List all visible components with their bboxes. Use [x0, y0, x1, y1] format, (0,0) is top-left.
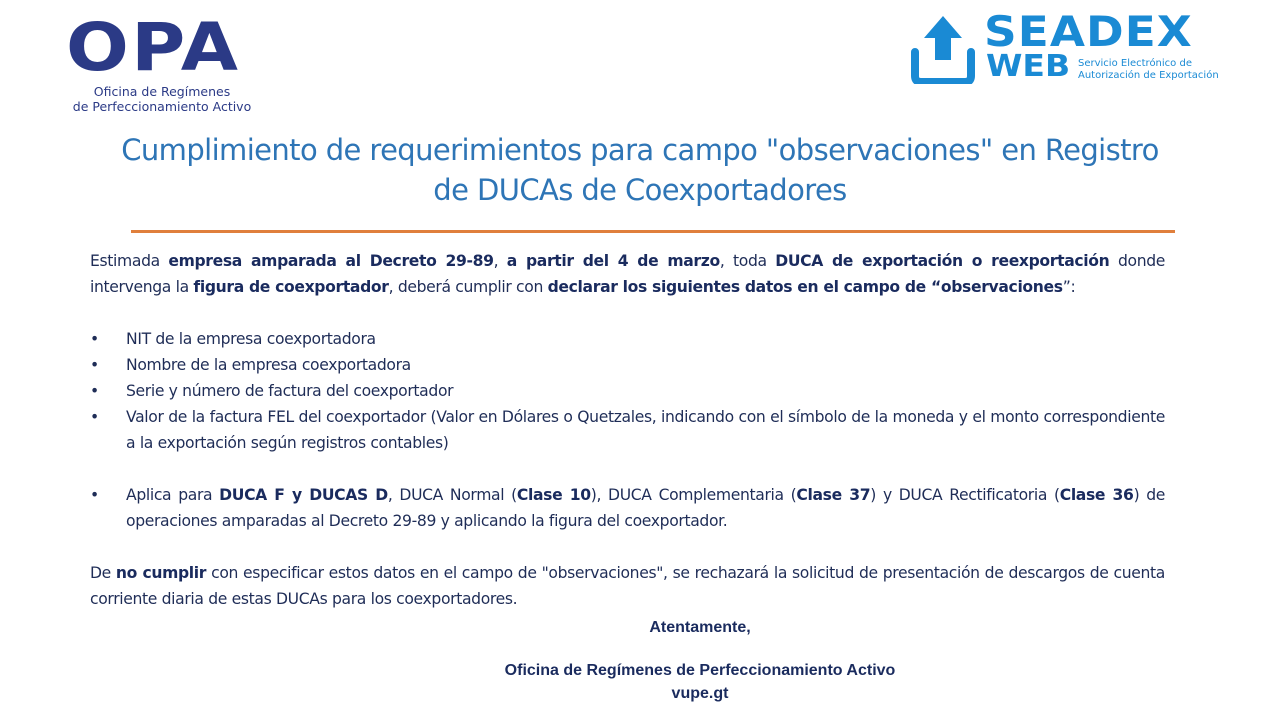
title-line-2: de DUCAs de Coexportadores	[433, 173, 847, 207]
bullet-icon: •	[90, 486, 99, 504]
warning-paragraph	[90, 560, 1165, 612]
text: , deberá cumplir con	[388, 278, 548, 296]
list-item-text: NIT de la empresa coexportadora	[126, 330, 376, 348]
opa-subtitle-line2: de Perfeccionamiento Activo	[72, 99, 252, 114]
text: donde intervenga la	[90, 252, 1166, 296]
list-item	[90, 482, 1165, 534]
text: con especificar estos datos en el campo de "observaciones", se rechazará la solicitud de presentación de descargos de cuenta corriente diaria de estas DUCAs para los coexportadores.	[90, 564, 1165, 608]
emphasis: Clase 36	[1059, 486, 1134, 504]
seadex-word: SEADEX	[984, 7, 1193, 56]
emphasis: DUCA F y DUCAS D	[219, 486, 388, 504]
seadex-subtitle-line1: Servicio Electrónico de	[1078, 58, 1192, 69]
text: ”:	[1062, 278, 1076, 296]
intro-paragraph	[90, 248, 1165, 300]
seadex-subtitle	[1078, 58, 1219, 82]
seadex-web-logo	[910, 7, 1240, 94]
spacer	[90, 456, 1165, 482]
list-item	[90, 378, 1165, 404]
opa-logo-word: OPA	[66, 9, 241, 86]
list-item	[90, 326, 1165, 352]
title-line-1: Cumplimiento de requerimientos para campo "observaciones" en Registro	[121, 133, 1159, 167]
text: Aplica para	[126, 486, 220, 504]
emphasis: a partir del 4 de marzo	[506, 252, 720, 270]
text: De	[90, 564, 116, 582]
text: ), DUCA Complementaria (	[590, 486, 797, 504]
page-title	[60, 130, 1220, 210]
list-item-text: Valor de la factura FEL del coexportador (Valor en Dólares o Quetzales, indicando con el símbolo de la moneda y el monto correspondiente a la exportación según registros contables)	[126, 408, 1165, 452]
emphasis: Clase 10	[516, 486, 591, 504]
emphasis: figura de coexportador	[193, 278, 389, 296]
spacer	[90, 534, 1165, 560]
signature-office: Oficina de Regímenes de Perfeccionamiento Activo	[504, 662, 896, 679]
bullet-icon: •	[90, 382, 99, 400]
list-item	[90, 404, 1165, 456]
seadex-subtitle-line2: Autorización de Exportación	[1078, 70, 1219, 81]
closing: Atentamente,	[649, 619, 751, 636]
text: ) y DUCA Rectificatoria (	[870, 486, 1060, 504]
text: ,	[493, 252, 507, 270]
opa-logo	[66, 9, 266, 114]
text: , toda	[719, 252, 776, 270]
list-item	[90, 352, 1165, 378]
text: Estimada	[90, 252, 169, 270]
emphasis: empresa amparada al Decreto 29-89	[168, 252, 494, 270]
spacer	[90, 300, 1165, 326]
list-item-text: Serie y número de factura del coexportador	[126, 382, 454, 400]
upload-icon	[910, 14, 976, 84]
bullet-icon: •	[90, 408, 99, 426]
emphasis: declarar los siguientes datos en el campo de “observaciones	[547, 278, 1063, 296]
notice-body	[90, 248, 1165, 612]
bullet-icon: •	[90, 330, 99, 348]
list-item-text: Nombre de la empresa coexportadora	[126, 356, 411, 374]
text: ) de operaciones amparadas al Decreto 29-89 y aplicando la figura del coexportador.	[126, 486, 1166, 530]
required-data-list	[90, 326, 1165, 456]
emphasis: DUCA de exportación o reexportación	[775, 252, 1110, 270]
signature-site: vupe.gt	[671, 685, 729, 702]
text: , DUCA Normal (	[387, 486, 517, 504]
emphasis: Clase 37	[796, 486, 871, 504]
opa-logo-subtitle	[66, 84, 258, 114]
opa-subtitle-line1: Oficina de Regímenes	[93, 84, 231, 99]
emphasis: no cumplir	[115, 564, 207, 582]
applies-list	[90, 482, 1165, 534]
title-divider	[131, 230, 1175, 233]
bullet-icon: •	[90, 356, 99, 374]
web-word: WEB	[986, 49, 1071, 84]
